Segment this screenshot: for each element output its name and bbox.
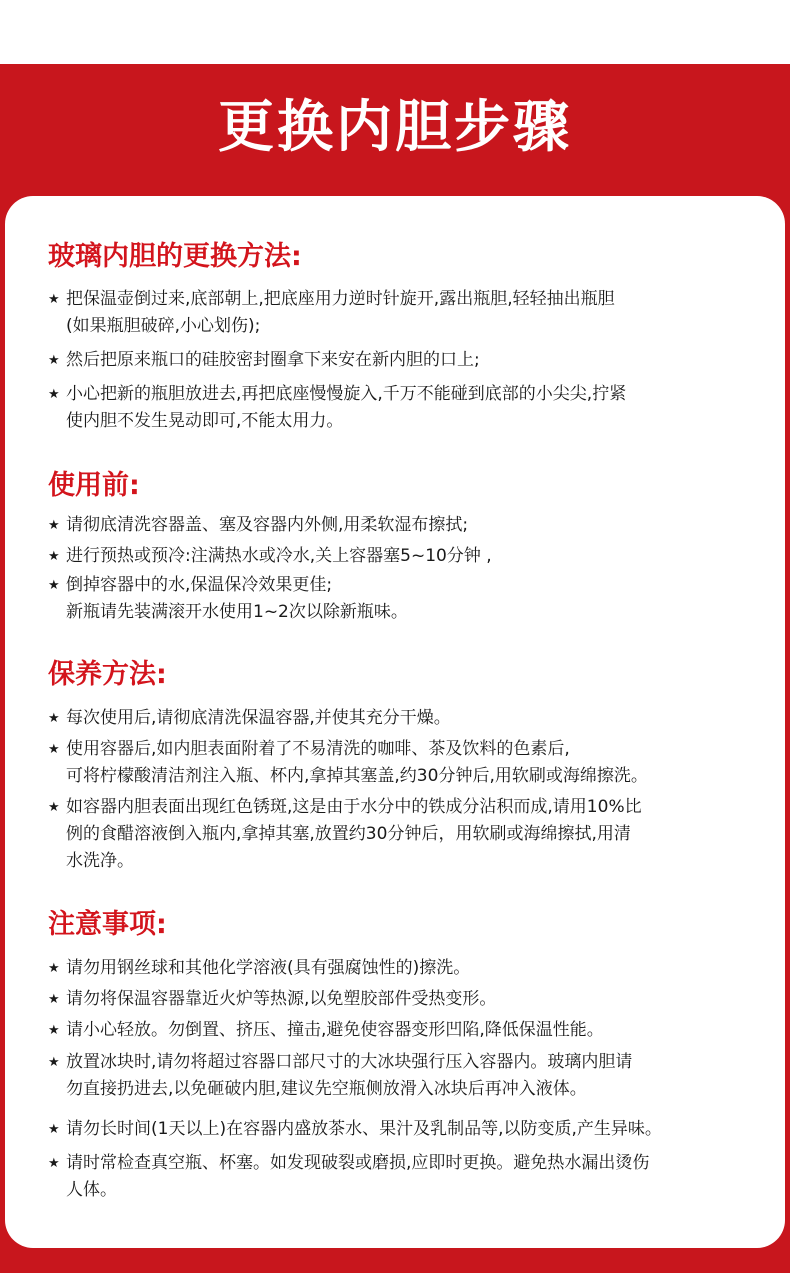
list-item: ★ 放置冰块时,请勿将超过容器口部尺寸的大冰块强行压入容器内。玻璃内胆请 勿直接扔进去,以免砸破内胆,建议先空瓶侧放滑入冰块后再冲入液体。: [48, 1049, 763, 1103]
list-item: ★ 如容器内胆表面出现红色锈斑,这是由于水分中的铁成分沾积而成,请用10%比 例的食醋溶液倒入瓶内,拿掉其塞,放置约30分钟后，用软刷或海绵擦拭,用清 水洗净。: [48, 794, 763, 875]
star-icon: ★: [48, 1156, 60, 1171]
list-item: ★ 小心把新的瓶胆放进去,再把底座慢慢旋入,千万不能碰到底部的小尖尖,拧紧 使内胆不发生晃动即可,不能太用力。: [48, 381, 763, 435]
list-item: ★ 请彻底清洗容器盖、塞及容器内外侧,用柔软湿布擦拭;: [48, 512, 763, 539]
section-heading-glass-liner: 玻璃内胆的更换方法:: [48, 241, 302, 272]
section-heading-before-use: 使用前:: [48, 470, 140, 501]
star-icon: ★: [48, 992, 60, 1007]
star-icon: ★: [48, 292, 60, 307]
star-icon: ★: [48, 387, 60, 402]
star-icon: ★: [48, 742, 60, 757]
star-icon: ★: [48, 1122, 60, 1137]
list-item: ★ 使用容器后,如内胆表面附着了不易清洗的咖啡、茶及饮料的色素后, 可将柠檬酸清洁剂注入瓶、杯内,拿掉其塞盖,约30分钟后,用软刷或海绵擦洗。: [48, 736, 763, 790]
list-item: ★ 每次使用后,请彻底清洗保温容器,并使其充分干燥。: [48, 705, 763, 732]
star-icon: ★: [48, 711, 60, 726]
list-item: ★ 把保温壶倒过来,底部朝上,把底座用力逆时针旋开,露出瓶胆,轻轻抽出瓶胆 (如果瓶胆破碎,小心划伤);: [48, 286, 763, 340]
list-item: ★ 请勿将保温容器靠近火炉等热源,以免塑胶部件受热变形。: [48, 986, 763, 1013]
star-icon: ★: [48, 800, 60, 815]
star-icon: ★: [48, 549, 60, 564]
section-heading-maintenance: 保养方法:: [48, 659, 167, 690]
list-item: ★ 请勿长时间(1天以上)在容器内盛放茶水、果汁及乳制品等,以防变质,产生异味。: [48, 1116, 763, 1143]
page-title: 更换内胆步骤: [218, 95, 572, 160]
star-icon: ★: [48, 353, 60, 368]
list-item: ★ 然后把原来瓶口的硅胶密封圈拿下来安在新内胆的口上;: [48, 347, 763, 374]
list-item: ★ 倒掉容器中的水,保温保冷效果更佳; 新瓶请先装满滚开水使用1~2次以除新瓶味。: [48, 572, 763, 626]
star-icon: ★: [48, 578, 60, 593]
section-heading-precautions: 注意事项:: [48, 909, 167, 940]
star-icon: ★: [48, 1055, 60, 1070]
list-item: ★ 进行预热或预冷:注满热水或冷水,关上容器塞5~10分钟 ,: [48, 543, 763, 570]
star-icon: ★: [48, 1023, 60, 1038]
star-icon: ★: [48, 518, 60, 533]
list-item: ★ 请时常检查真空瓶、杯塞。如发现破裂或磨损,应即时更换。避免热水漏出烫伤 人体。: [48, 1150, 763, 1204]
list-item: ★ 请勿用钢丝球和其他化学溶液(具有强腐蚀性的)擦洗。: [48, 955, 763, 982]
list-item: ★ 请小心轻放。勿倒置、挤压、撞击,避免使容器变形凹陷,降低保温性能。: [48, 1017, 763, 1044]
star-icon: ★: [48, 961, 60, 976]
